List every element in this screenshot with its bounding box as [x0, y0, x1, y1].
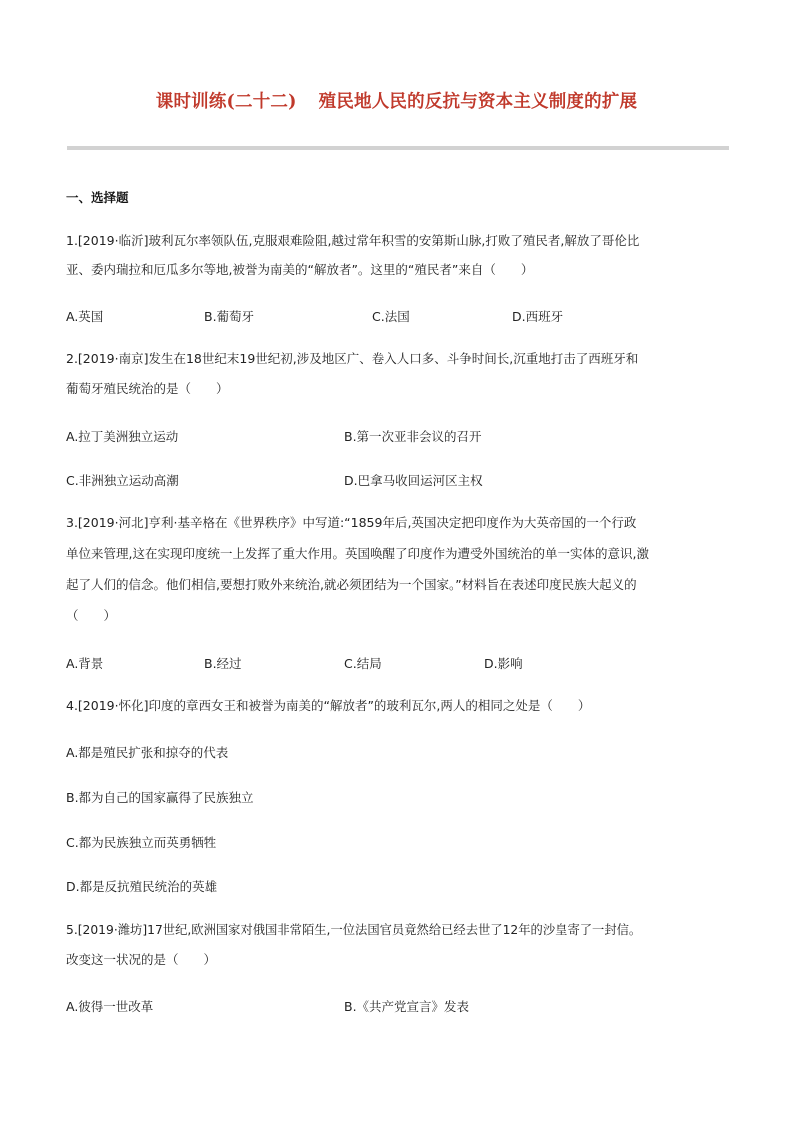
question-4-option-b: B.都为自己的国家赢得了民族独立 [66, 790, 254, 805]
question-4-option-d: D.都是反抗殖民统治的英雄 [66, 879, 218, 894]
question-3-line-4: （ ） [66, 608, 117, 623]
title-divider [67, 146, 729, 150]
question-1-line-2: 亚、委内瑞拉和厄瓜多尔等地,被誉为南美的“解放者”。这里的“殖民者”来自（ ） [66, 262, 534, 277]
question-3-option-d: D.影响 [484, 656, 523, 671]
question-2-line-1: 2.[2019·南京]发生在18世纪末19世纪初,涉及地区广、卷入人口多、斗争时间长,沉重地打击了西班牙和 [66, 351, 639, 366]
question-3-option-c: C.结局 [344, 656, 382, 671]
question-5-option-a: A.彼得一世改革 [66, 999, 154, 1014]
question-1-line-1: 1.[2019·临沂]玻利瓦尔率领队伍,克服艰难险阻,越过常年积雪的安第斯山脉,打败了殖民者,解放了哥伦比 [66, 233, 640, 248]
question-2-option-d: D.巴拿马收回运河区主权 [344, 473, 483, 488]
title-topic: 殖民地人民的反抗与资本主义制度的扩展 [318, 92, 638, 112]
question-2-option-a: A.拉丁美洲独立运动 [66, 429, 179, 444]
question-2-line-2: 葡萄牙殖民统治的是（ ） [66, 381, 229, 396]
question-3-line-3: 起了人们的信念。他们相信,要想打败外来统治,就必须团结为一个国家。”材料旨在表述印度民族大起义的 [66, 577, 637, 592]
question-4-line-1: 4.[2019·怀化]印度的章西女王和被誉为南美的“解放者”的玻利瓦尔,两人的相同之处是（ ） [66, 698, 591, 713]
section-heading: 一、选择题 [66, 190, 129, 205]
question-2-option-b: B.第一次亚非会议的召开 [344, 429, 482, 444]
question-1-option-b: B.葡萄牙 [204, 309, 255, 324]
question-2-option-c: C.非洲独立运动高潮 [66, 473, 179, 488]
question-1-option-c: C.法国 [372, 309, 410, 324]
question-4-option-a: A.都是殖民扩张和掠夺的代表 [66, 745, 229, 760]
question-5-option-b: B.《共产党宣言》发表 [344, 999, 470, 1014]
question-4-option-c: C.都为民族独立而英勇牺牲 [66, 835, 217, 850]
title-lesson: 课时训练(二十二) [155, 92, 297, 112]
page-title [0, 88, 793, 113]
question-1-option-a: A.英国 [66, 309, 104, 324]
question-3-line-1: 3.[2019·河北]亨利·基辛格在《世界秩序》中写道:“1859年后,英国决定把印度作为大英帝国的一个行政 [66, 515, 637, 530]
question-1-option-d: D.西班牙 [512, 309, 564, 324]
question-5-line-2: 改变这一状况的是（ ） [66, 952, 217, 967]
question-3-option-a: A.背景 [66, 656, 104, 671]
question-3-option-b: B.经过 [204, 656, 242, 671]
question-3-line-2: 单位来管理,这在实现印度统一上发挥了重大作用。英国唤醒了印度作为遭受外国统治的单一实体的意识,激 [66, 546, 649, 561]
question-5-line-1: 5.[2019·潍坊]17世纪,欧洲国家对俄国非常陌生,一位法国官员竟然给已经去世了12年的沙皇寄了一封信。 [66, 923, 642, 937]
